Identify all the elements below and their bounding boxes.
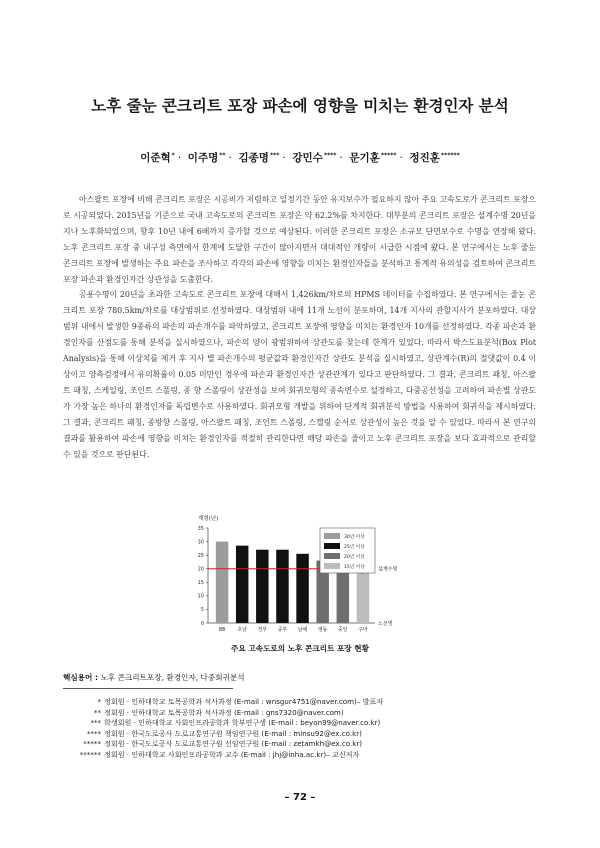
x-tick-label: 영동 [317, 627, 328, 633]
author: 강민수**** [292, 151, 337, 164]
author: 이준혁* [140, 151, 175, 164]
footnote: ***** 정회원 · 한국도로공사 도로교통연구원 선임연구원 (E-mail : zetamkh@ex.co.kr) [83, 739, 363, 749]
y-tick-label: 35 [197, 525, 204, 532]
bar [216, 542, 228, 623]
keywords-label: 핵심용어 : [63, 673, 99, 682]
abstract [63, 192, 536, 462]
y-axis-label: 계령(년) [198, 516, 219, 522]
y-tick-label: 5 [200, 607, 204, 614]
legend-swatch [324, 533, 340, 539]
legend-swatch [324, 563, 340, 569]
age-bar-chart [180, 510, 420, 645]
abstract-paragraph-1: 아스팔트 포장에 비해 콘크리트 포장은 시공비가 저렴하고 일정기간 동안 유지보수가 필요하지 않아 주요 고속도로가 콘크리트 포장으로 시공되었다. 2015년을 기준으로 국내 고속도로의 콘크리트 포장은 약 62.2%를 차지한다. 대부분의 콘크리트 포장은 설계수명 20년을 지나 노후화되었으며, 향후 10년 내에 6배까지 증가할 것으로 예상된다. 이러한 콘크리트 포장은 소규모 단면보수로 수명을 연장해 왔다. 노후 콘크리트 포장 중 내구성 측면에서 한계에 도달한 구간이 많아지면서 대대적인 개량이 시급한 시점에 왔다. 본 연구에서는 노후 줄눈 콘크리트 포장에 발생하는 주요 파손을 조사하고 각각의 파손에 영향을 미치는 환경인자들을 분석하고 통계적 유의성을 검토하여 콘크리트 포장 파손과 환경인자간 상관성을 도출한다. [63, 195, 536, 284]
bar [357, 571, 369, 623]
footnotes [63, 697, 533, 761]
x-tick-label: 중부 [277, 627, 288, 633]
x-tick-label: 중앙 [337, 627, 348, 633]
x-tick-label: 경부 [257, 627, 268, 633]
legend-swatch [324, 543, 340, 549]
bar [236, 546, 248, 623]
bar [276, 550, 288, 623]
bar [296, 554, 308, 623]
legend-label: 15년 이상 [344, 565, 365, 570]
footnote: **** 정회원 · 한국도로공사 도로교통연구원 책임연구원 (E-mail : minsu92@ex.co.kr) [86, 728, 362, 738]
y-tick-label: 25 [197, 552, 204, 559]
x-tick-label: 88 [218, 627, 226, 633]
author: 김종명*** [238, 151, 280, 164]
y-tick-label: 20 [197, 566, 204, 573]
page-number: – 72 – [284, 792, 316, 803]
abstract-paragraph-2: 공용수명이 20년을 초과한 고속도로 콘크리트 포장에 대해서 1,426km/차로의 HPMS 데이터를 수집하였다. 본 연구에서는 줄눈 콘크리트 포장 780.5km/차로를 대상범위로 선정하였다. 대상범위 내에 11개 노선이 분포하며, 14개 지사의 관할지사가 분포하였다. 대상 범위 내에서 발생한 9종류의 파손의 파손개수를 파악하였고, 콘크리트 포장에 영향을 미치는 환경인자 10개를 선정하였다. 각종 파손과 환경인자를 산점도를 통해 분석을 실시하였으나, 파손의 양이 광범위하여 상관도를 찾는데 한계가 있었다. 따라서 박스도표분석(Box Plot Analysis)을 통해 이상치를 제거 후 지사 별 파손개수의 평균값과 환경인자간 상관도 분석을 실시하였고, 상관계수(R)의 절댓값이 0.4 이상이고 양측검정에서 유의확률이 0.05 미만인 경우에 파손과 환경인자간 상관관계가 있다고 판단하였다. 그 결과, 콘크리트 패칭, 아스팔트 패칭, 스케일링, 조인트 스폴링, 종 향 스폴링이 상관성을 보여 회귀모형의 종속변수로 설정하고, 다중공선성을 고려하여 파손별 상관도가 가장 높은 하나의 환경인자를 독립변수로 사용하였다. 회귀모형 개발을 위하여 단계적 회귀분석 방법을 사용하여 회귀식을 제시하였다. 그 결과, 콘크리트 패칭, 종방향 스폴링, 아스팔트 패칭, 조인트 스폴링, 스캘링 순서로 상관성이 높은 것을 알 수 있었다. 따라서 본 연구의 결과를 활용하여 파손에 영향을 미치는 환경인자를 적절히 관리한다면 해당 파손을 줄이고 노후 콘크리트 포장을 보다 효과적으로 관리할 수 있을 것으로 판단된다. [63, 290, 537, 459]
y-tick-label: 15 [197, 580, 204, 587]
x-axis-label: 노선명 [378, 621, 393, 627]
legend-swatch [324, 553, 340, 559]
y-tick-label: 10 [197, 593, 204, 600]
footnote: *** 학생회원 · 인하대학교 사회인프라공학과 학부연구생 (E-mail : beyon99@naver.co.kr) [90, 718, 381, 728]
reference-line-label: 설계수명 [378, 566, 398, 573]
legend-label: 20년 이상 [344, 555, 365, 560]
footnote-divider [63, 688, 233, 689]
author: 문기훈***** [349, 151, 397, 164]
footnote: ** 정회원 · 인하대학교 토목공학과 석사과정 (E-mail : gns7320@naver.com) [93, 707, 344, 717]
x-tick-label: 호남 [237, 627, 248, 633]
keywords [63, 672, 245, 683]
footnote: * 정회원 · 인하대학교 토목공학과 석사과정 (E-mail : wnsgur4751@naver.com)– 발표자 [97, 697, 384, 706]
bar [256, 550, 268, 623]
author: 이주명** [187, 151, 226, 164]
figure-caption: 주요 고속도로의 노후 콘크리트 포장 현황 [231, 644, 369, 653]
keywords-text: 노후 콘크리트포장, 환경인자, 다중회귀분석 [100, 673, 245, 682]
footnote: ****** 정회원 · 인하대학교 사회인프라공학과 교수 (E-mail : jhj@inha.ac.kr)– 교신저자 [79, 749, 360, 759]
author-list: 이준혁* · 이주명** · 김종명*** · 강민수**** · 문기훈***** · 정진훈****** [140, 151, 460, 164]
paper-title: 노후 줄눈 콘크리트 포장 파손에 영향을 미치는 환경인자 분석 [91, 97, 509, 115]
y-tick-label: 0 [200, 620, 204, 627]
author: 정진훈****** [409, 151, 460, 164]
legend-label: 30년 이상 [344, 535, 365, 540]
x-tick-label: 남해 [297, 627, 308, 633]
y-tick-label: 30 [197, 539, 204, 546]
legend-label: 25년 이상 [344, 545, 365, 550]
x-tick-label: 구마 [358, 627, 368, 633]
